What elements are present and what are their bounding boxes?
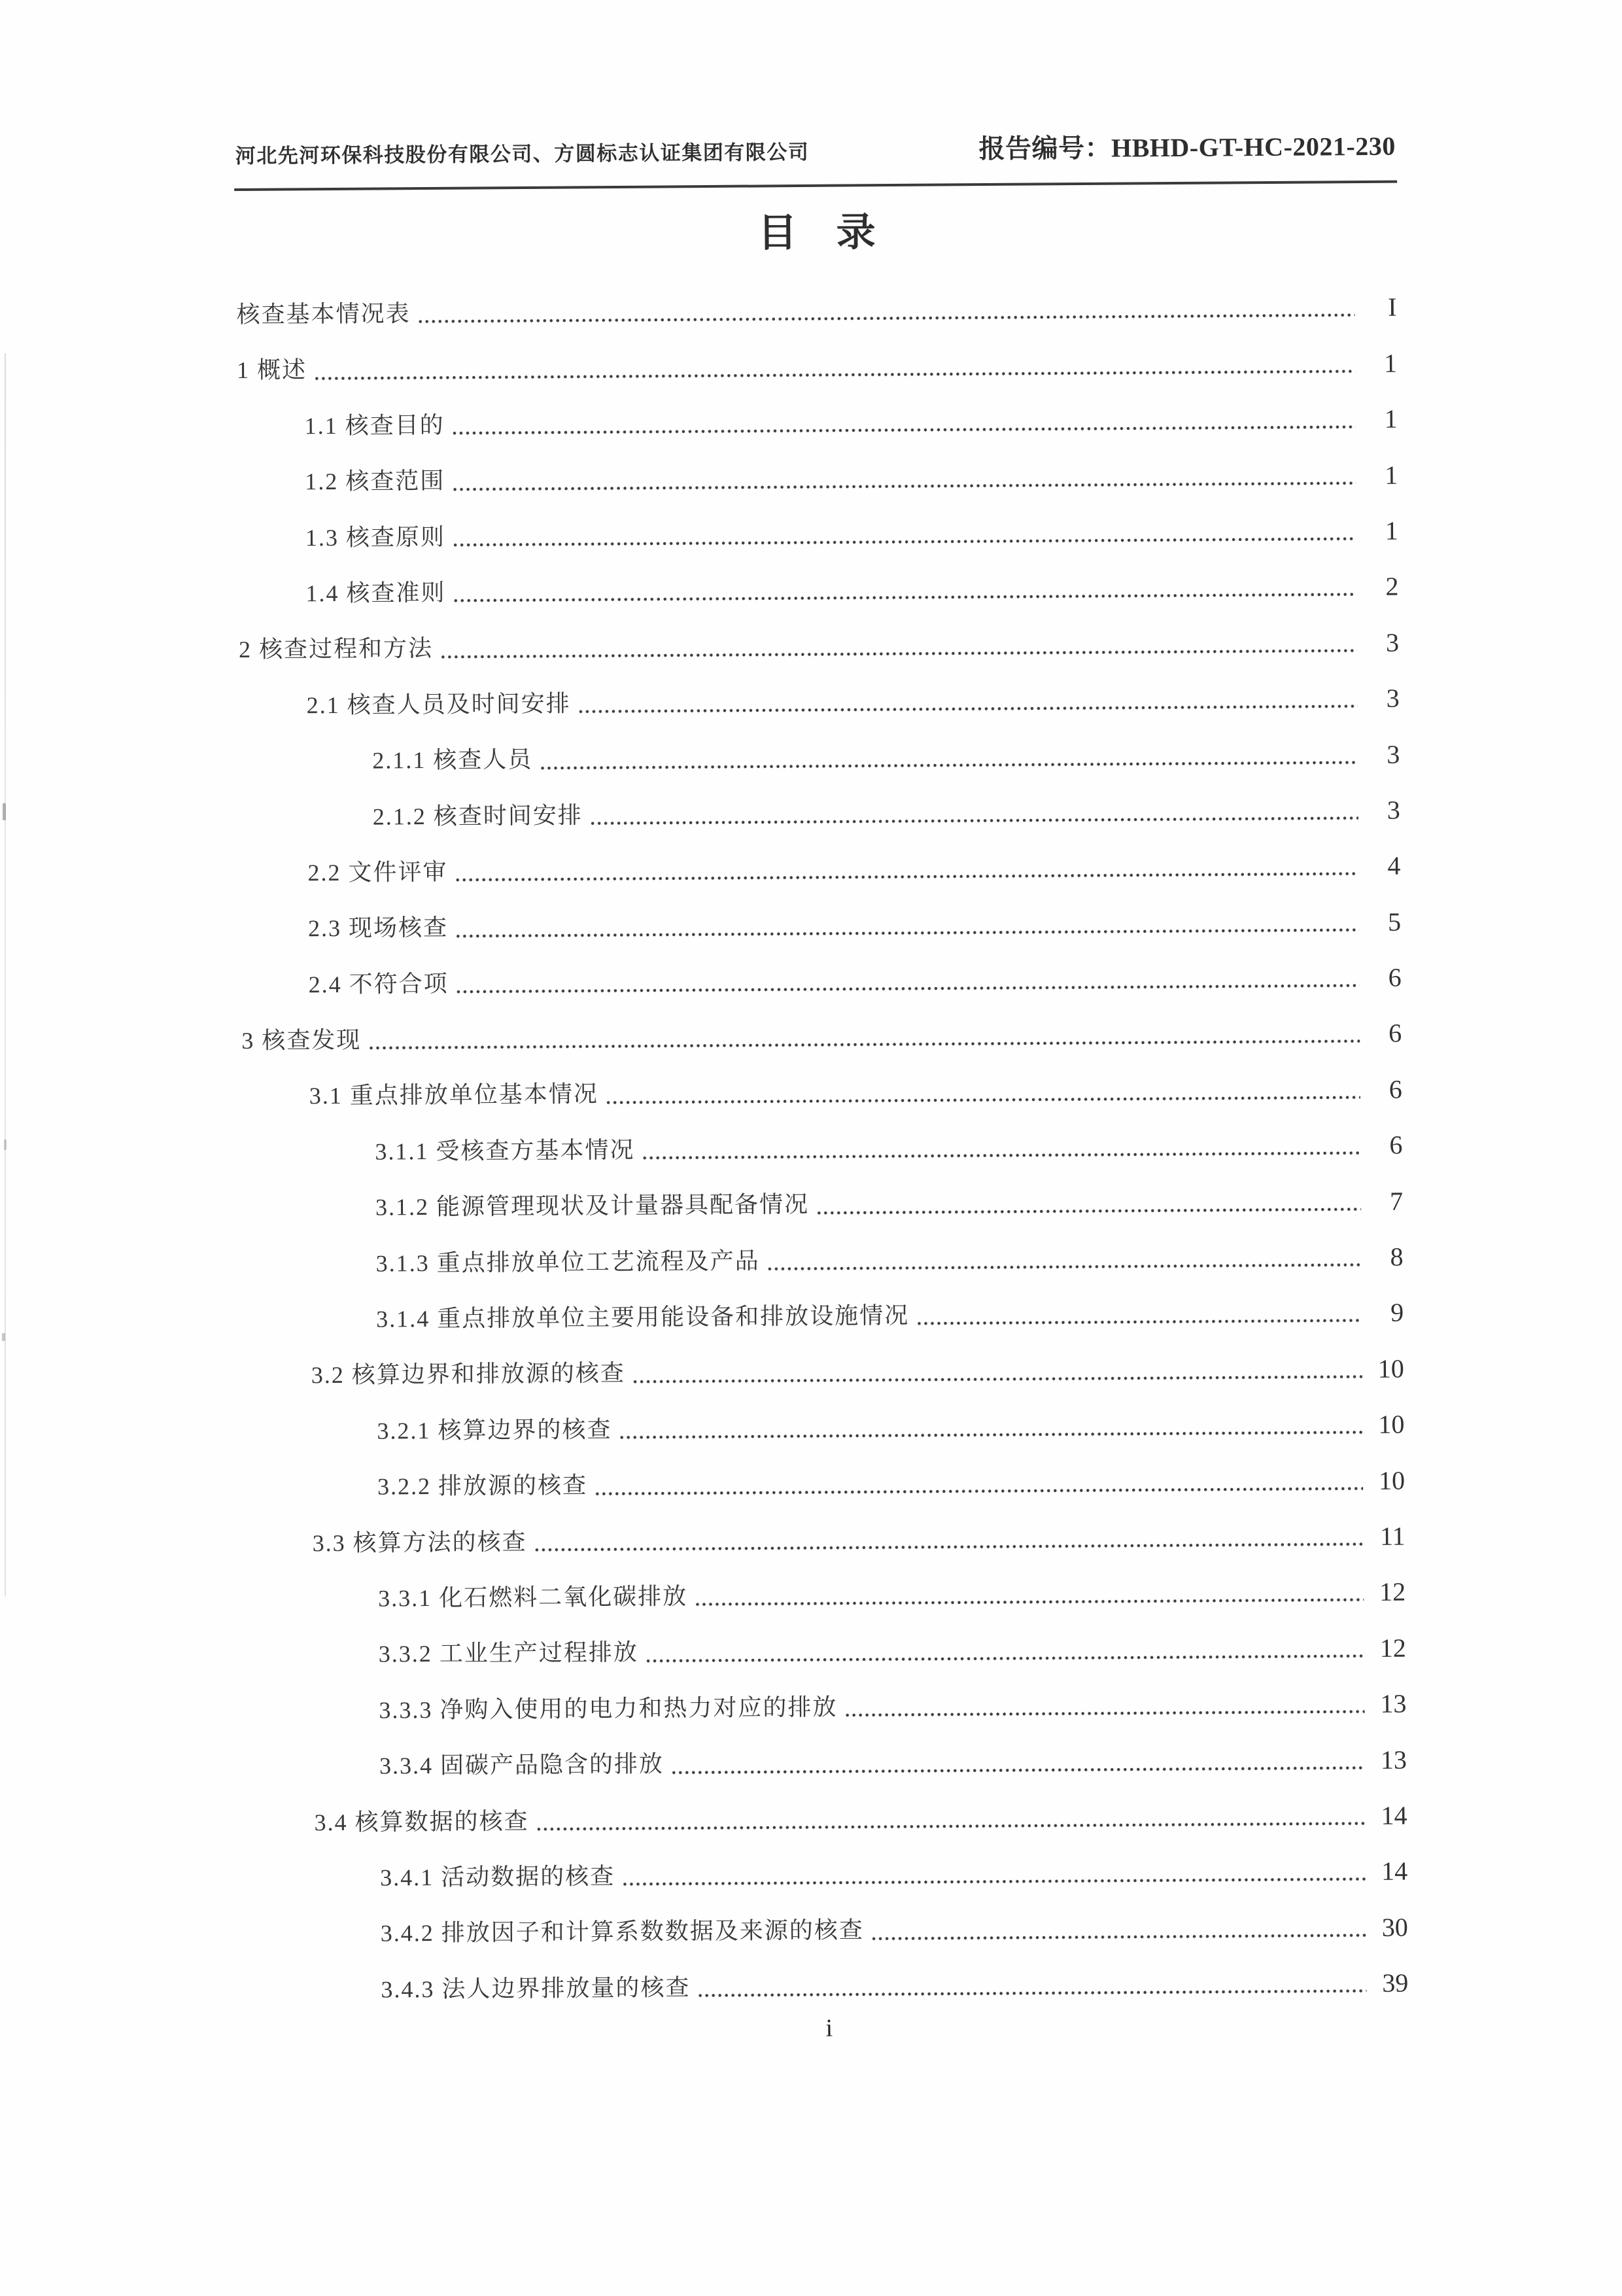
toc-entry (244, 1341, 1405, 1405)
toc-entry-label: 3.3.3 净购入使用的电力和热力对应的排放 (379, 1694, 838, 1724)
scan-speck (4, 1139, 7, 1150)
toc-entry (238, 559, 1399, 623)
toc-entry (240, 839, 1401, 903)
toc-entry-page-number: 14 (1381, 1856, 1408, 1887)
toc-entry-page-number: 3 (1385, 627, 1400, 657)
toc-entry-page-number: 30 (1381, 1912, 1408, 1942)
toc-entry-page-number: 11 (1379, 1521, 1406, 1551)
toc-entry-label: 3.1.2 能源管理现状及计量器具配备情况 (375, 1191, 810, 1221)
toc-entry-page-number: 13 (1380, 1745, 1407, 1775)
toc-entry-page-number: 3 (1387, 795, 1400, 825)
toc-entry-label: 1 概述 (236, 357, 307, 384)
toc-entry-page-number: 39 (1382, 1968, 1409, 1998)
footer-page-number: i (825, 2014, 833, 2042)
leader-dots (457, 983, 1360, 994)
toc-entry-page-number: 4 (1387, 850, 1401, 881)
toc-entry-page-number: 6 (1389, 1018, 1402, 1049)
toc-entry (245, 1508, 1406, 1573)
toc-entry (241, 950, 1402, 1014)
leader-dots (453, 536, 1356, 548)
toc-entry (247, 1732, 1407, 1796)
toc-entry-label: 3.3.2 工业生产过程排放 (378, 1639, 638, 1667)
toc-entry-page-number: 10 (1377, 1353, 1404, 1383)
toc-entry-label: 3.4.2 排放因子和计算系数数据及来源的核查 (380, 1917, 864, 1947)
toc-entry-label: 2 核查过程和方法 (238, 635, 434, 663)
scan-speck (2, 1333, 5, 1341)
leader-dots (817, 1207, 1361, 1215)
toc-entry (240, 782, 1401, 846)
page-title: 目 录 (757, 211, 876, 255)
toc-entry (241, 894, 1402, 958)
leader-dots (695, 1597, 1364, 1607)
leader-dots (453, 481, 1356, 492)
toc-entry (238, 503, 1399, 567)
toc-entry-label: 3.2.2 排放源的核查 (377, 1472, 588, 1500)
leader-dots (698, 1989, 1366, 1998)
toc-entry (245, 1565, 1406, 1629)
leader-dots (419, 313, 1355, 324)
leader-dots (537, 1821, 1366, 1832)
toc-entry (246, 1676, 1407, 1740)
toc-entry (236, 280, 1397, 344)
toc-entry-label: 3.4.3 法人边界排放量的核查 (381, 1974, 691, 2003)
toc-entry-page-number: 6 (1389, 1074, 1402, 1104)
toc-entry (245, 1453, 1406, 1517)
leader-dots (619, 1430, 1362, 1440)
toc-entry-page-number: 1 (1384, 404, 1398, 434)
toc-entry-label: 1.4 核查准则 (305, 579, 446, 607)
toc-entry (239, 615, 1400, 679)
leader-dots (768, 1262, 1362, 1271)
leader-dots (606, 1095, 1360, 1105)
toc-entry-page-number: 3 (1387, 739, 1400, 769)
toc-entry-label: 3.1.1 受核查方基本情况 (375, 1136, 635, 1165)
toc-entry-page-number: 1 (1385, 515, 1398, 546)
leader-dots (535, 1542, 1364, 1552)
scan-speck (3, 803, 6, 820)
toc-entry-label: 3.2 核算边界和排放源的核查 (311, 1360, 625, 1389)
toc-entry-label: 3 核查发现 (241, 1026, 362, 1054)
leader-dots (595, 1486, 1363, 1496)
toc-entry (239, 727, 1400, 791)
toc-entry-label: 3.1.3 重点排放单位工艺流程及产品 (375, 1247, 760, 1277)
toc-entry-label: 3.4 核算数据的核查 (314, 1807, 529, 1835)
toc-entry-page-number: 14 (1381, 1800, 1407, 1830)
toc-entry (247, 1844, 1408, 1908)
toc-entry-label: 3.3.1 化石燃料二氧化碳排放 (378, 1583, 688, 1612)
toc-entry-page-number: 1 (1385, 460, 1398, 490)
leader-dots (456, 871, 1359, 882)
toc-entry-label: 2.1 核查人员及时间安排 (306, 690, 571, 719)
toc-entry (246, 1620, 1407, 1684)
toc-entry-label: 2.2 文件评审 (307, 858, 448, 886)
toc-entry-page-number: 12 (1379, 1633, 1406, 1663)
toc-entry-page-number: 12 (1379, 1576, 1406, 1607)
toc-entry-page-number: 10 (1378, 1465, 1406, 1495)
toc-entry-label: 3.4.1 活动数据的核查 (380, 1862, 615, 1891)
leader-dots (453, 425, 1356, 436)
leader-dots (369, 1039, 1360, 1051)
toc-entry-label: 1.3 核查原则 (305, 523, 446, 551)
toc-entry (237, 447, 1398, 512)
leader-dots (315, 369, 1355, 381)
leader-dots (642, 1151, 1360, 1160)
toc-list (236, 280, 1408, 2019)
toc-entry-label: 3.2.1 核算边界的核查 (377, 1416, 612, 1444)
toc-entry-label: 3.1.4 重点排放单位主要用能设备和排放设施情况 (376, 1302, 910, 1332)
leader-dots (623, 1877, 1366, 1887)
header-report-number: 报告编号：HBHD-GT-HC-2021-230 (978, 131, 1396, 164)
toc-entry (237, 391, 1398, 455)
toc-entry-page-number: 13 (1380, 1688, 1407, 1719)
toc-entry-page-number: 6 (1388, 962, 1402, 992)
leader-dots (454, 592, 1357, 603)
toc-entry-page-number: I (1387, 292, 1397, 322)
toc-entry-page-number: 3 (1386, 683, 1400, 713)
toc-entry (242, 1062, 1403, 1126)
toc-entry-page-number: 6 (1389, 1130, 1403, 1160)
toc-entry-page-number: 7 (1389, 1186, 1404, 1216)
leader-dots (441, 648, 1357, 659)
leader-dots (591, 816, 1358, 826)
toc-entry-label: 核查基本情况表 (236, 300, 411, 328)
leader-dots (872, 1933, 1366, 1941)
toc-entry-page-number: 5 (1387, 907, 1402, 937)
toc-entry (237, 336, 1398, 400)
toc-entry (247, 1900, 1408, 1964)
toc-entry-page-number: 1 (1383, 348, 1398, 378)
toc-entry-label: 3.3.4 固碳产品隐含的排放 (379, 1750, 664, 1779)
leader-dots (456, 928, 1359, 939)
toc-entry-label: 2.1.1 核查人员 (372, 746, 533, 774)
toc-entry-label: 2.1.2 核查时间安排 (372, 801, 583, 830)
toc-entry-label: 2.4 不符合项 (308, 970, 449, 998)
leader-dots (646, 1654, 1364, 1663)
toc-entry (243, 1174, 1404, 1238)
toc-entry-page-number: 10 (1378, 1409, 1405, 1440)
toc-entry (243, 1229, 1404, 1293)
leader-dots (540, 760, 1358, 771)
toc-entry-label: 3.1 重点排放单位基本情况 (309, 1081, 598, 1109)
toc-entry-page-number: 2 (1385, 571, 1399, 602)
toc-entry-label: 1.1 核查目的 (304, 411, 445, 440)
toc-entry-page-number: 8 (1390, 1242, 1404, 1272)
leader-dots (579, 704, 1358, 714)
toc-entry (247, 1788, 1407, 1852)
leader-dots (845, 1709, 1364, 1718)
toc-entry-label: 3.3 核算方法的核查 (312, 1528, 527, 1556)
toc-entry (243, 1285, 1404, 1349)
header-company-names: 河北先河环保科技股份有限公司、方圆标志认证集团有限公司 (235, 140, 810, 168)
toc-entry-label: 2.3 现场核查 (307, 914, 449, 942)
toc-entry (239, 670, 1400, 735)
leader-dots (917, 1318, 1362, 1326)
toc-entry (241, 1006, 1402, 1070)
toc-entry (248, 1955, 1409, 2019)
header-rule (234, 181, 1397, 191)
toc-entry-label: 1.2 核查范围 (305, 467, 445, 495)
toc-entry (242, 1117, 1403, 1181)
leader-dots (633, 1374, 1362, 1384)
toc-entry (244, 1397, 1405, 1461)
leader-dots (672, 1765, 1365, 1775)
toc-entry-page-number: 9 (1390, 1298, 1404, 1328)
scan-edge-streak (5, 353, 6, 1596)
